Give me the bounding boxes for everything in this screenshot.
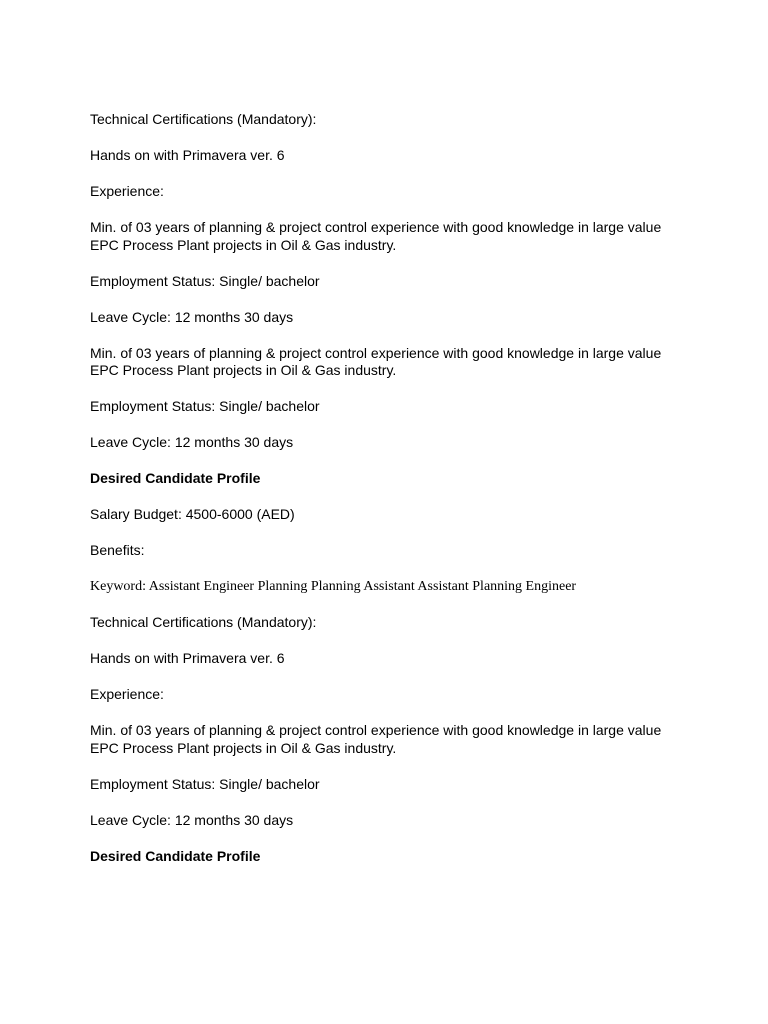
- paragraph-technical-certifications: Technical Certifications (Mandatory):: [90, 111, 317, 127]
- paragraph-employment-status: Employment Status: Single/ bachelor: [90, 398, 320, 414]
- paragraph-experience-detail: Min. of 03 years of planning & project control experience with good knowledge in large value EPC Process Plant projects in Oil & Gas industry.: [90, 722, 662, 756]
- paragraph-leave-cycle: Leave Cycle: 12 months 30 days: [90, 811, 294, 828]
- document-body: [90, 111, 680, 884]
- paragraph-experience-detail: Min. of 03 years of planning & project control experience with good knowledge in large value EPC Process Plant projects in Oil & Gas industry.: [90, 344, 662, 378]
- paragraph-salary-budget: Salary Budget: 4500-6000 (AED): [90, 506, 295, 522]
- heading-desired-candidate-profile: Desired Candidate Profile: [90, 470, 261, 486]
- paragraph-experience-heading: Experience:: [90, 686, 164, 702]
- paragraph-leave-cycle: Leave Cycle: 12 months 30 days: [90, 434, 294, 450]
- paragraph-employment-status: Employment Status: Single/ bachelor: [90, 775, 320, 792]
- heading-desired-candidate-profile: Desired Candidate Profile: [90, 847, 261, 864]
- paragraph-technical-certifications: Technical Certifications (Mandatory):: [90, 614, 317, 630]
- paragraph-leave-cycle: Leave Cycle: 12 months 30 days: [90, 308, 294, 325]
- paragraph-benefits: Benefits:: [90, 542, 145, 558]
- paragraph-experience-heading: Experience:: [90, 183, 164, 199]
- paragraph-employment-status: Employment Status: Single/ bachelor: [90, 272, 320, 289]
- paragraph-primavera: Hands on with Primavera ver. 6: [90, 147, 285, 163]
- paragraph-primavera: Hands on with Primavera ver. 6: [90, 650, 285, 666]
- paragraph-keywords: Keyword: Assistant Engineer Planning Planning Assistant Assistant Planning Engineer: [90, 579, 577, 594]
- paragraph-experience-detail: Min. of 03 years of planning & project control experience with good knowledge in large value EPC Process Plant projects in Oil & Gas industry.: [90, 219, 662, 253]
